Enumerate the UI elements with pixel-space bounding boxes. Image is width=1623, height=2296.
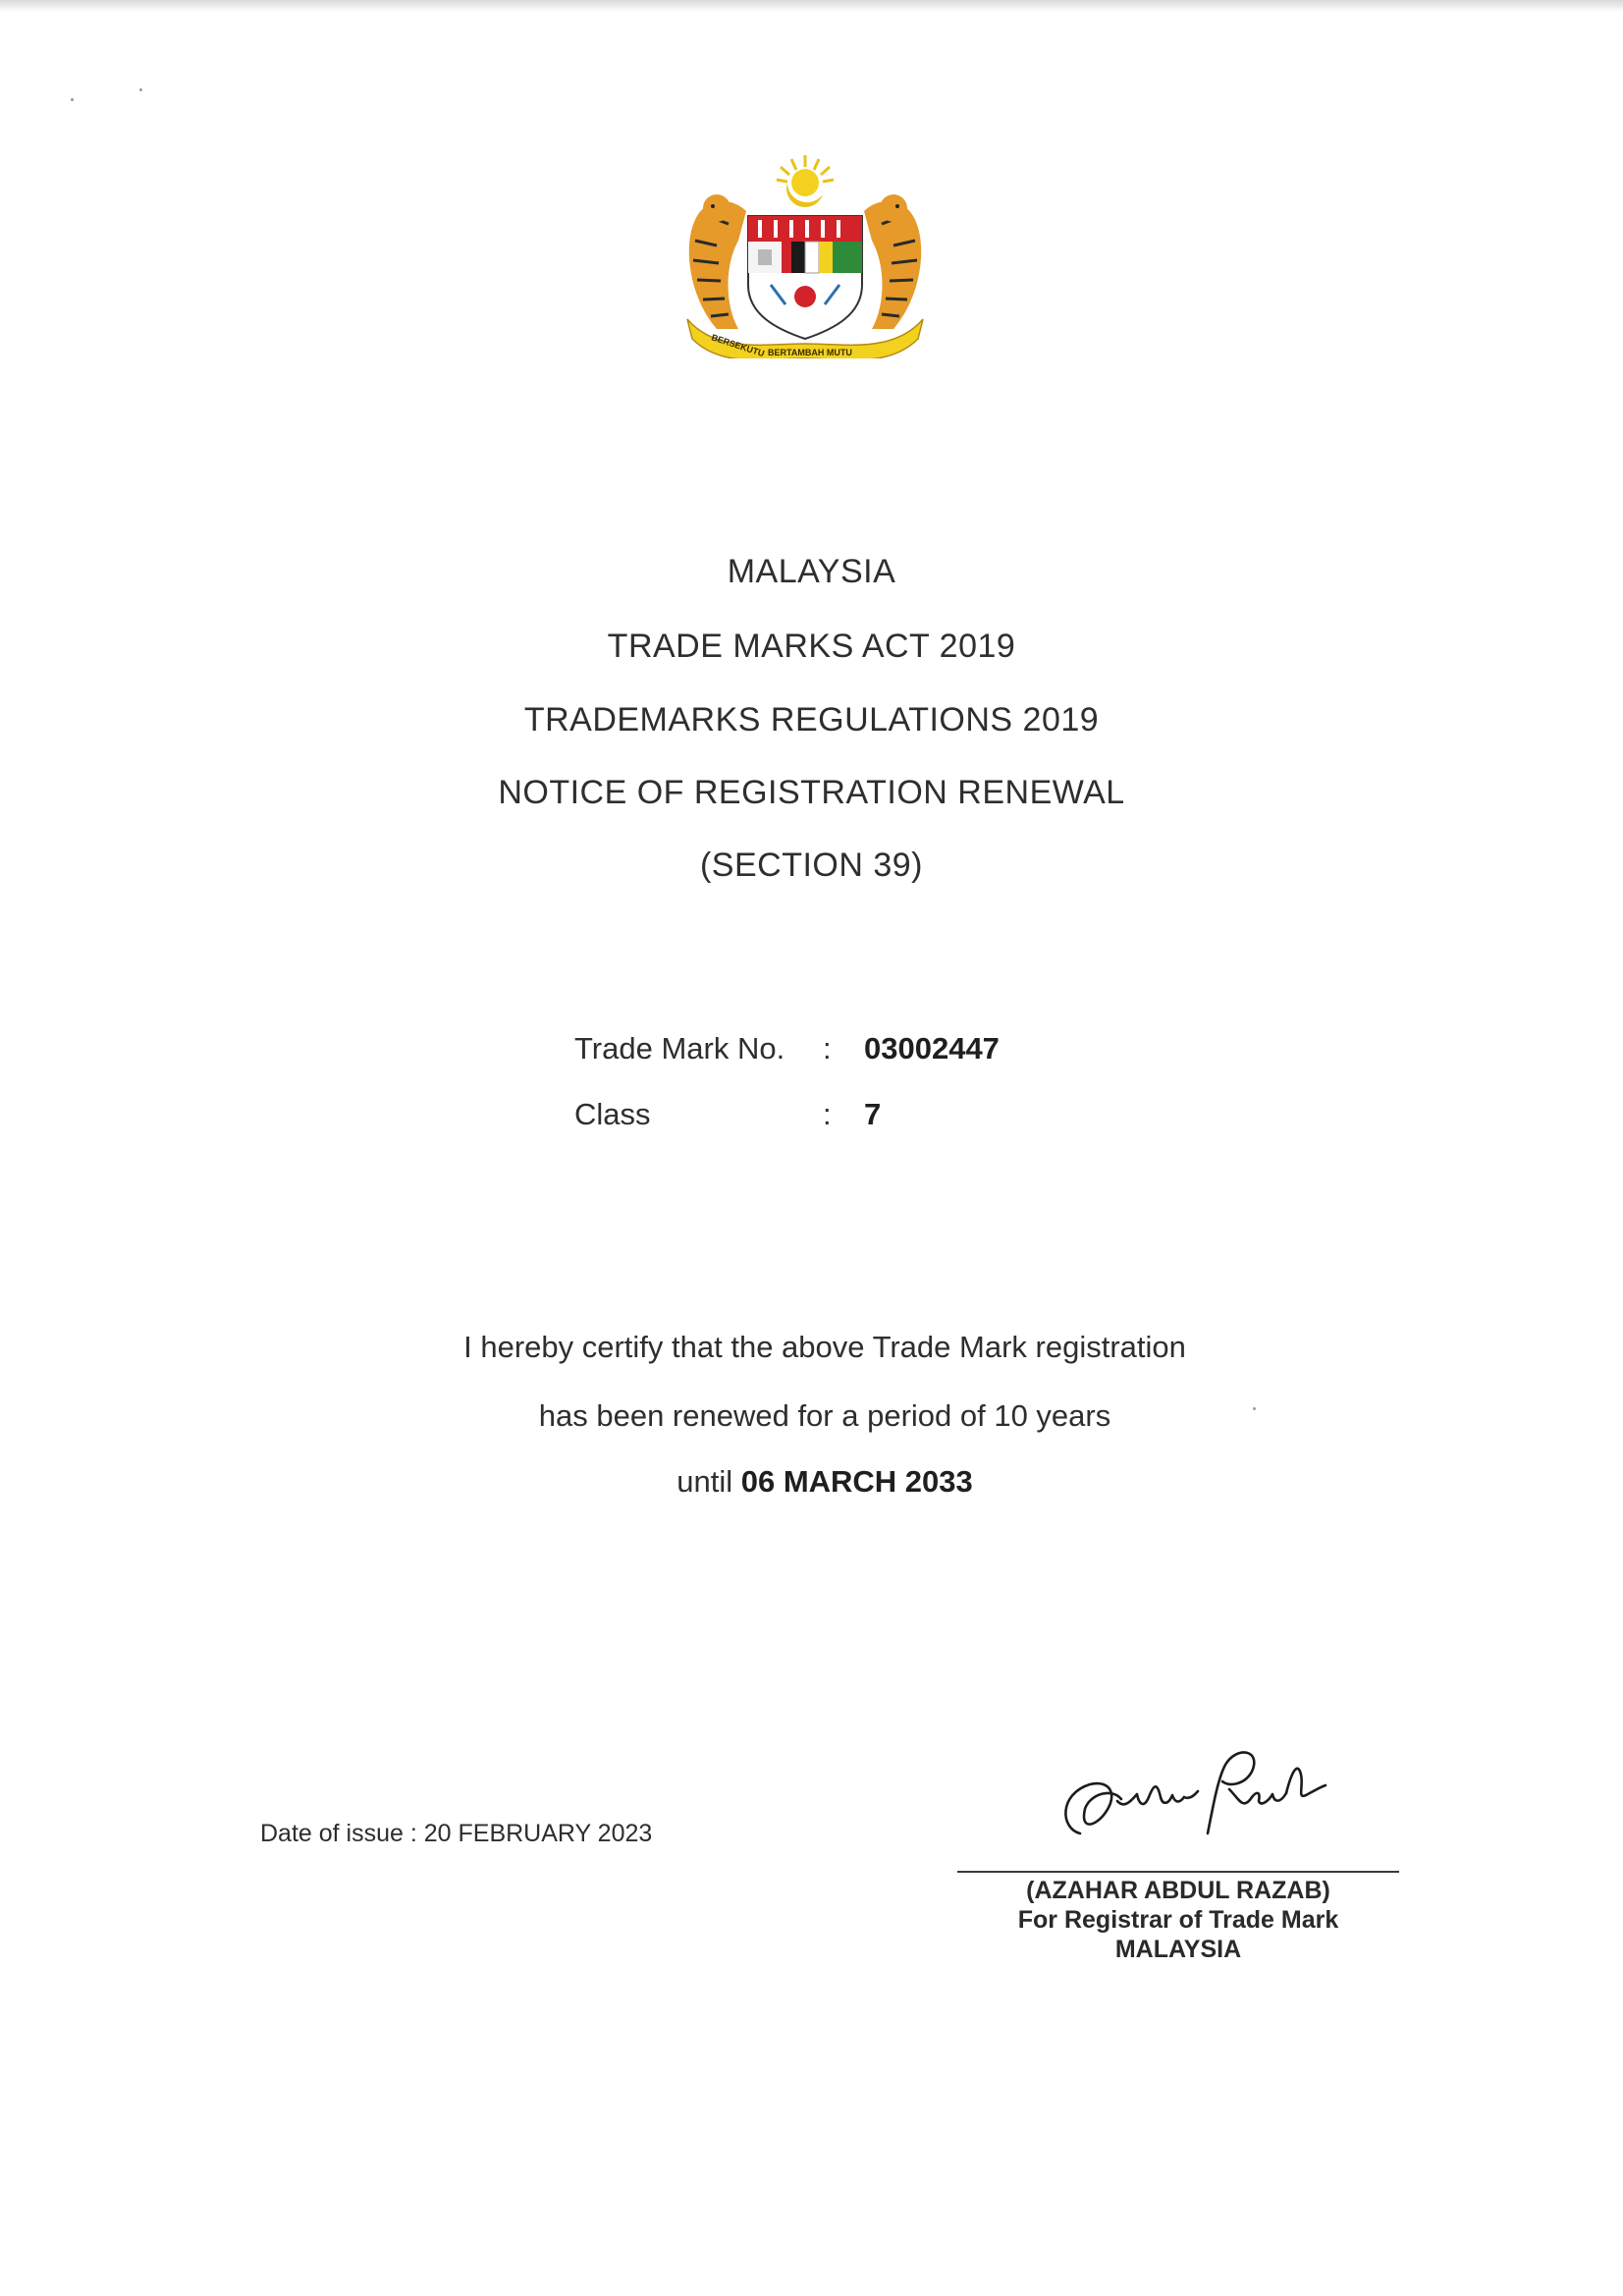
left-tiger bbox=[689, 194, 746, 329]
trade-mark-no-label: Trade Mark No. bbox=[574, 1031, 785, 1066]
crest-motto-left: BERSEKUTU bbox=[710, 332, 766, 358]
malaysia-coat-of-arms bbox=[677, 147, 933, 358]
signatory-block bbox=[957, 1876, 1399, 1964]
class-value: 7 bbox=[864, 1097, 882, 1131]
signatory-country: MALAYSIA bbox=[1114, 1936, 1242, 1963]
trade-mark-no-value: 03002447 bbox=[864, 1031, 1000, 1066]
class-label: Class bbox=[574, 1097, 651, 1131]
heading-notice: NOTICE OF REGISTRATION RENEWAL bbox=[498, 774, 1125, 811]
heading-act: TRADE MARKS ACT 2019 bbox=[607, 628, 1016, 665]
heading-section: (SECTION 39) bbox=[699, 847, 924, 884]
handwritten-signature bbox=[1051, 1740, 1335, 1858]
scan-top-edge bbox=[0, 0, 1623, 12]
signatory-name: (AZAHAR ABDUL RAZAB) bbox=[1026, 1877, 1330, 1904]
certification-line-2: has been renewed for a period of 10 years bbox=[538, 1398, 1111, 1433]
certification-line-1: I hereby certify that the above Trade Mark registration bbox=[463, 1330, 1186, 1364]
heading-country: MALAYSIA bbox=[727, 553, 896, 590]
date-of-issue: Date of issue : 20 FEBRUARY 2023 bbox=[260, 1820, 653, 1847]
right-tiger bbox=[864, 194, 921, 329]
signature-line bbox=[957, 1871, 1399, 1873]
scan-speck bbox=[71, 98, 74, 101]
signatory-title: For Registrar of Trade Mark bbox=[1017, 1906, 1339, 1934]
crest-motto-bottom: BERTAMBAH MUTU bbox=[768, 348, 852, 357]
class-separator: : bbox=[823, 1097, 832, 1131]
certification-until-prefix: until bbox=[676, 1464, 741, 1499]
shield bbox=[748, 216, 862, 339]
heading-regulations: TRADEMARKS REGULATIONS 2019 bbox=[523, 701, 1100, 738]
scan-speck bbox=[139, 88, 142, 91]
certification-line-3 bbox=[0, 1464, 1623, 1500]
trade-mark-no-separator: : bbox=[823, 1031, 832, 1066]
expiry-date: 06 MARCH 2033 bbox=[740, 1464, 973, 1499]
